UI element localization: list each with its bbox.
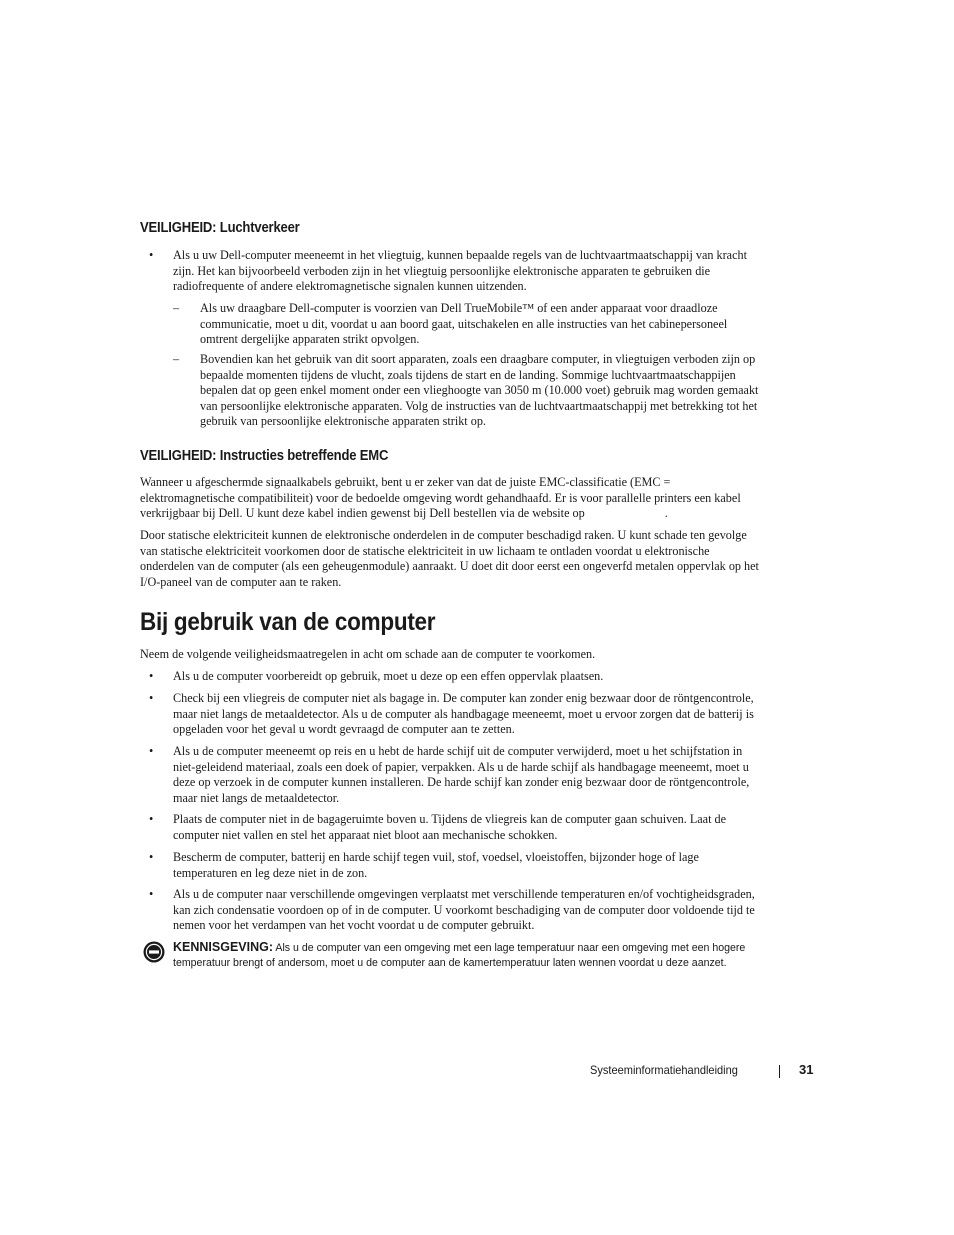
bullet-marker: •: [149, 744, 154, 758]
paragraph-text: Wanneer u afgeschermde signaalkabels gebruikt, bent u er zeker van dat de juiste EMC-classificatie (EMC = elektromagnetische compatibiliteit) voor de bedoelde omgeving wordt gehandhaafd. Er is voor parallelle printers een kabel verkrijgbaar bij Dell. U kunt deze kabel indien gewenst bij Dell bestellen via de website op: [140, 475, 741, 521]
list-item: [140, 887, 760, 934]
page-footer: [590, 1062, 820, 1080]
notice-icon: [143, 941, 165, 963]
notice-label: KENNISGEVING:: [173, 940, 274, 954]
paragraph-intro: Neem de volgende veiligheidsmaatregelen in acht om schade aan de computer te voorkomen.: [140, 647, 596, 661]
list-item-text: Als u de computer meeneemt op reis en u hebt de harde schijf uit de computer verwijderd, moet u het schijfstation in niet-geleidend materiaal, zoals een doek of papier, verpakken. Als u de harde schijf als handbagage meeneemt, moet u deze op verzoek in de computer kunnen installeren. De harde schijf kan zonder enig bezwaar door de röntgencontrole, maar niet langs de metaaldetector.: [173, 744, 750, 805]
list-item-text: Bescherm de computer, batterij en harde schijf tegen vuil, stof, voedsel, vloeistoffen, bijzonder hoge of lage temperaturen en leg deze niet in de zon.: [173, 850, 699, 880]
heading-using-computer: Bij gebruik van de computer: [140, 608, 436, 636]
dash-marker: –: [173, 301, 180, 315]
paragraph-end: .: [664, 506, 668, 521]
sub-list-item-text: Als uw draagbare Dell-computer is voorzien van Dell TrueMobile™ of een ander apparaat voor draadloze communicatie, moet u dit, voordat u aan boord gaat, uitschakelen en alle instructies van het cabinepersoneel omtrent dergelijke apparaten strikt opvolgen.: [200, 301, 728, 347]
list-item-text: Plaats de computer niet in de bagageruimte boven u. Tijdens de vliegreis kan de computer gaan schuiven. Laat de computer niet vallen en stel het apparaat niet bloot aan mechanische schokken.: [173, 812, 727, 842]
list-item-text: Als u de computer voorbereidt op gebruik, moet u deze op een effen oppervlak plaatsen.: [173, 669, 604, 683]
bullet-marker: •: [149, 669, 154, 683]
sub-list-item: [173, 301, 763, 348]
heading-air-safety: VEILIGHEID: Luchtverkeer: [140, 220, 300, 236]
list-item-text: Als u de computer naar verschillende omgevingen verplaatst met verschillende temperaturen en/of vochtigheidsgraden, kan zich condensatie voordoen op of in de computer. U voorkomt beschadiging van de computer door voldoende tijd te nemen voor het verdampen van het vocht voordat u de computer gebruikt.: [173, 887, 755, 933]
list-item-text: Als u uw Dell-computer meeneemt in het vliegtuig, kunnen bepaalde regels van de luchtvaartmaatschappij van kracht zijn. Het kan bijvoorbeeld verboden zijn in het vliegtuig persoonlijke elektronische apparaten te gebruiken die radiofrequente of andere elektromagnetische signalen kunnen uitzenden.: [173, 248, 747, 294]
bullet-marker: •: [149, 812, 154, 826]
list-item: [140, 850, 760, 881]
heading-emc-safety: VEILIGHEID: Instructies betreffende EMC: [140, 448, 389, 464]
sub-list-item: [173, 352, 763, 430]
page-number: 31: [799, 1062, 814, 1077]
list-item: [140, 744, 760, 806]
notice-body: Als u de computer van een omgeving met een lage temperatuur naar een omgeving met een hogere temperatuur brengt of andersom, moet u de computer aan de kamertemperatuur laten wennen voordat u deze aanzet.: [173, 942, 746, 970]
list-item-text: Check bij een vliegreis de computer niet als bagage in. De computer kan zonder enig bezwaar door de röntgencontrole, maar niet langs de metaaldetector. Als u de computer als handbagage meeneemt, moet u ervoor zorgen dat de batterij is opgeladen voor het geval u wordt gevraagd de computer aan te zetten.: [173, 691, 754, 737]
paragraph-static: Door statische elektriciteit kunnen de elektronische onderdelen in de computer beschadigd raken. U kunt schade ten gevolge van statische elektriciteit voorkomen door de statische elektriciteit in uw lichaam te ontladen voordat u elektronische onderdelen van de computer (als een geheugenmodule) aanraakt. U doet dit door eerst een ongeverfd metalen oppervlak op het I/O-paneel van de computer aan te raken.: [140, 528, 759, 589]
list-item: [140, 248, 760, 295]
bullet-marker: •: [149, 850, 154, 864]
bullet-marker: •: [149, 887, 154, 901]
dash-marker: –: [173, 352, 180, 366]
footer-separator: [779, 1065, 780, 1078]
notice-text: [173, 940, 760, 972]
notice-box: [140, 940, 760, 972]
sub-list-item-text: Bovendien kan het gebruik van dit soort apparaten, zoals een draagbare computer, in vliegtuigen verboden zijn op bepaalde momenten tijdens de vlucht, zoals tijdens de start en de landing. Sommige luchtvaartmaatschappijen bepalen dat op geen enkel moment onder een vlieghoogte van 3050 m (10.000 voet) gebruik mag worden gemaakt van persoonlijke elektronische apparaten. Volg de instructies van de luchtvaartmaatschappij met betrekking tot het gebruik van persoonlijke elektronische apparaten strikt op.: [200, 352, 759, 429]
list-item: [140, 669, 760, 685]
bullet-marker: •: [149, 691, 154, 705]
list-item: [140, 812, 760, 843]
list-item: [140, 691, 760, 738]
bullet-marker: •: [149, 248, 154, 262]
footer-title: Systeeminformatiehandleiding: [590, 1063, 738, 1077]
paragraph-emc-cables: [140, 475, 760, 522]
